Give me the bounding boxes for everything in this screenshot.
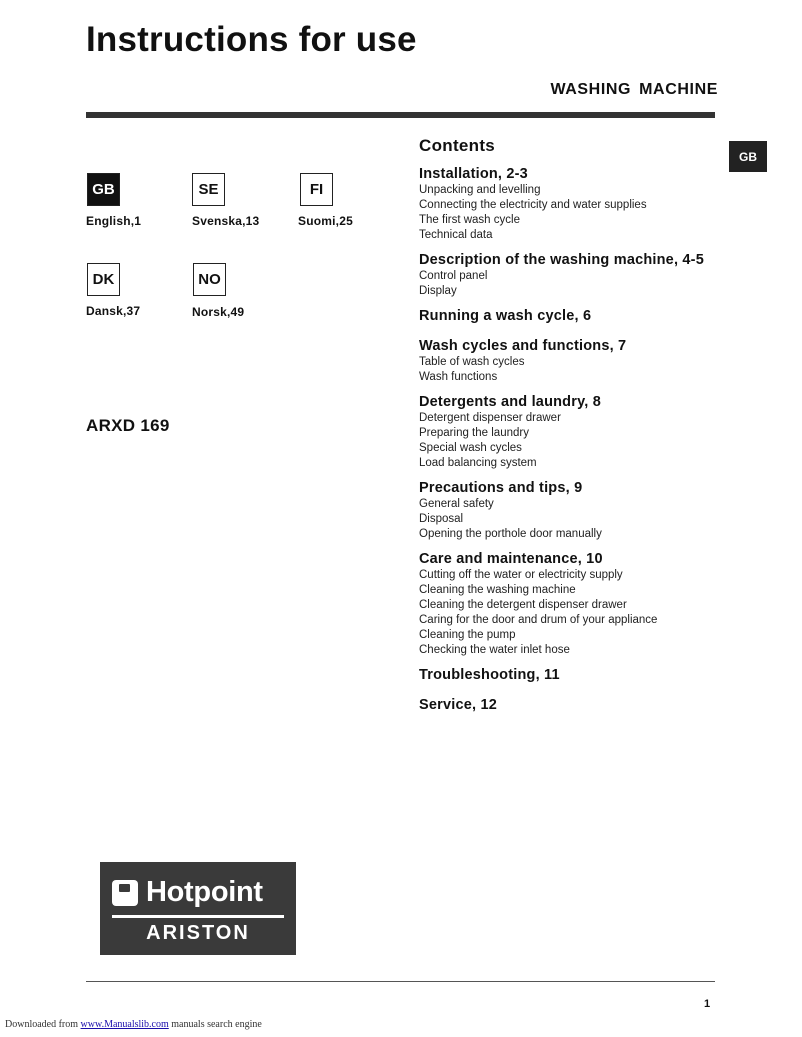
language-side-tab: GB bbox=[729, 141, 767, 172]
page-title: Instructions for use bbox=[86, 20, 417, 59]
toc-item[interactable]: Control panel bbox=[419, 270, 488, 282]
toc-item[interactable]: Preparing the laundry bbox=[419, 427, 529, 439]
toc-item[interactable]: The first wash cycle bbox=[419, 214, 520, 226]
page-number: 1 bbox=[704, 998, 711, 1010]
toc-item[interactable]: General safety bbox=[419, 498, 494, 510]
toc-section-title[interactable]: Description of the washing machine, 4-5 bbox=[419, 252, 704, 268]
toc-item[interactable]: Connecting the electricity and water supplies bbox=[419, 199, 647, 211]
hotpoint-ariston-logo bbox=[100, 862, 296, 955]
toc-item[interactable]: Special wash cycles bbox=[419, 442, 522, 454]
toc-section-title[interactable]: Wash cycles and functions, 7 bbox=[419, 338, 627, 354]
toc-section-troubleshooting bbox=[419, 666, 729, 684]
toc-section-precautions bbox=[419, 479, 729, 542]
toc-item[interactable]: Cleaning the pump bbox=[419, 629, 516, 641]
logo-sub-brand: ARISTON bbox=[146, 922, 250, 944]
toc-section-detergents bbox=[419, 393, 729, 471]
toc-item[interactable]: Load balancing system bbox=[419, 457, 537, 469]
toc-section-installation bbox=[419, 165, 729, 243]
toc-item[interactable]: Caring for the door and drum of your appliance bbox=[419, 614, 658, 626]
toc-item[interactable]: Detergent dispenser drawer bbox=[419, 412, 561, 424]
footer-divider bbox=[86, 981, 715, 982]
toc-item[interactable]: Checking the water inlet hose bbox=[419, 644, 570, 656]
language-box-fi[interactable]: FI bbox=[300, 173, 333, 206]
toc-section-service bbox=[419, 696, 729, 714]
language-label-suomi[interactable]: Suomi,25 bbox=[298, 214, 353, 228]
toc-item[interactable]: Opening the porthole door manually bbox=[419, 528, 602, 540]
toc-item[interactable]: Disposal bbox=[419, 513, 464, 525]
header-divider bbox=[86, 112, 715, 118]
toc-section-wash-cycles bbox=[419, 337, 729, 385]
language-box-no[interactable]: NO bbox=[193, 263, 226, 296]
toc-item[interactable]: Cutting off the water or electricity supply bbox=[419, 569, 623, 581]
toc-section-title[interactable]: Service, 12 bbox=[419, 697, 497, 713]
logo-divider bbox=[112, 915, 284, 918]
toc-section-title[interactable]: Troubleshooting, 11 bbox=[419, 667, 560, 683]
logo-brand: Hotpoint bbox=[146, 876, 263, 908]
toc-item[interactable]: Wash functions bbox=[419, 371, 498, 383]
toc-item[interactable]: Unpacking and levelling bbox=[419, 184, 541, 196]
toc-section-title[interactable]: Care and maintenance, 10 bbox=[419, 551, 603, 567]
hotpoint-logo-icon bbox=[112, 880, 138, 906]
language-label-dansk[interactable]: Dansk,37 bbox=[86, 304, 141, 318]
language-box-se[interactable]: SE bbox=[192, 173, 225, 206]
toc-section-description bbox=[419, 251, 729, 299]
language-label-norsk[interactable]: Norsk,49 bbox=[192, 305, 245, 319]
manualslib-link[interactable]: www.Manualslib.com bbox=[80, 1019, 169, 1030]
toc-section-title[interactable]: Installation, 2-3 bbox=[419, 166, 528, 182]
toc-section-title[interactable]: Running a wash cycle, 6 bbox=[419, 308, 592, 324]
toc-item[interactable]: Cleaning the detergent dispenser drawer bbox=[419, 599, 627, 611]
contents-heading: Contents bbox=[419, 136, 496, 155]
language-box-dk[interactable]: DK bbox=[87, 263, 120, 296]
toc-item[interactable]: Cleaning the washing machine bbox=[419, 584, 576, 596]
language-box-gb[interactable]: GB bbox=[87, 173, 120, 206]
toc-item[interactable]: Table of wash cycles bbox=[419, 356, 525, 368]
model-number: ARXD 169 bbox=[86, 416, 170, 435]
toc-section-care bbox=[419, 550, 729, 658]
download-suffix: manuals search engine bbox=[168, 1019, 262, 1030]
download-notice bbox=[5, 1019, 262, 1030]
toc-item[interactable]: Technical data bbox=[419, 229, 493, 241]
toc-section-running bbox=[419, 307, 729, 325]
download-prefix: Downloaded from bbox=[5, 1019, 81, 1030]
language-label-svenska[interactable]: Svenska,13 bbox=[192, 214, 260, 228]
product-type: WASHING MACHINE bbox=[550, 81, 718, 98]
toc-section-title[interactable]: Precautions and tips, 9 bbox=[419, 480, 583, 496]
toc-item[interactable]: Display bbox=[419, 285, 457, 297]
toc-section-title[interactable]: Detergents and laundry, 8 bbox=[419, 394, 601, 410]
language-label-english[interactable]: English,1 bbox=[86, 214, 142, 228]
table-of-contents bbox=[419, 136, 729, 722]
